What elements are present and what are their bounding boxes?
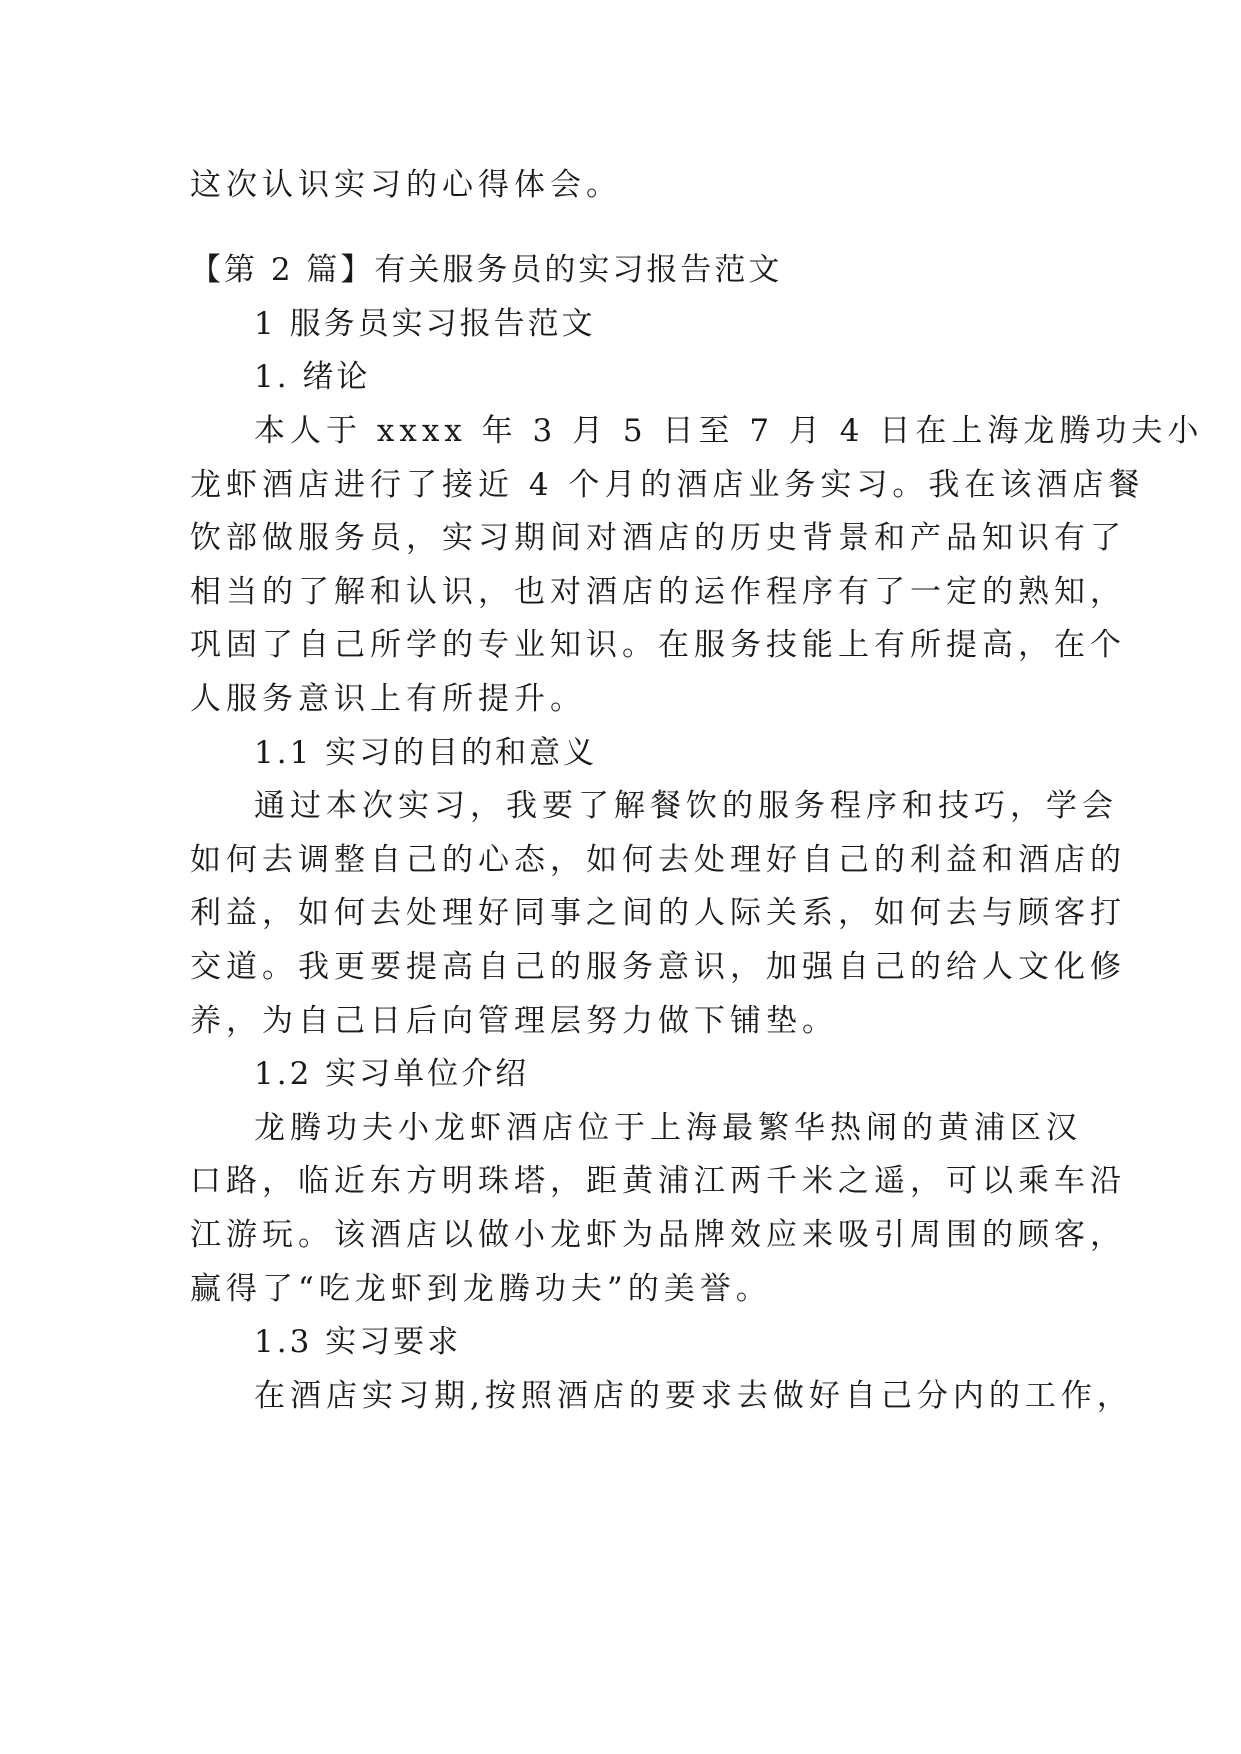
- section-heading: 1 服务员实习报告范文: [254, 306, 596, 342]
- paragraph-line: 在酒店实习期,按照酒店的要求去做好自己分内的工作，: [254, 1378, 1133, 1414]
- paragraph-line: 龙虾酒店进行了接近 4 个月的酒店业务实习。我在该酒店餐: [190, 467, 1145, 503]
- article-title: 【第 2 篇】有关服务员的实习报告范文: [190, 252, 783, 288]
- paragraph-line: 龙腾功夫小龙虾酒店位于上海最繁华热闹的黄浦区汉: [254, 1110, 1082, 1146]
- paragraph-line: 赢得了“吃龙虾到龙腾功夫”的美誉。: [190, 1271, 772, 1307]
- paragraph-line: 这次认识实习的心得体会。: [190, 167, 622, 203]
- paragraph-line: 江游玩。该酒店以做小龙虾为品牌效应来吸引周围的顾客，: [190, 1217, 1126, 1253]
- paragraph-line: 养，为自己日后向管理层努力做下铺垫。: [190, 1003, 838, 1039]
- paragraph-line: 相当的了解和认识，也对酒店的运作程序有了一定的熟知，: [190, 574, 1126, 610]
- section-heading: 1.2 实习单位介绍: [254, 1056, 530, 1092]
- paragraph-line: 本人于 xxxx 年 3 月 5 日至 7 月 4 日在上海龙腾功夫小: [254, 413, 1204, 449]
- section-heading: 1. 绪论: [254, 359, 371, 395]
- paragraph-line: 通过本次实习，我要了解餐饮的服务程序和技巧，学会: [254, 788, 1118, 824]
- section-heading: 1.3 实习要求: [254, 1324, 462, 1360]
- paragraph-line: 利益，如何去处理好同事之间的人际关系，如何去与顾客打: [190, 895, 1126, 931]
- paragraph-line: 饮部做服务员，实习期间对酒店的历史背景和产品知识有了: [190, 520, 1126, 556]
- paragraph-line: 巩固了自己所学的专业知识。在服务技能上有所提高，在个: [190, 627, 1126, 663]
- paragraph-line: 交道。我更要提高自己的服务意识，加强自己的给人文化修: [190, 949, 1126, 985]
- paragraph-line: 如何去调整自己的心态，如何去处理好自己的利益和酒店的: [190, 842, 1126, 878]
- paragraph-line: 口路，临近东方明珠塔，距黄浦江两千米之遥，可以乘车沿: [190, 1163, 1126, 1199]
- section-heading: 1.1 实习的目的和意义: [254, 735, 598, 771]
- paragraph-line: 人服务意识上有所提升。: [190, 681, 586, 717]
